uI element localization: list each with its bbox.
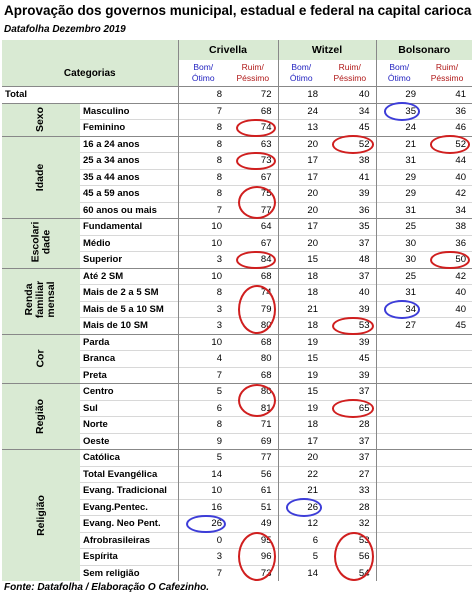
value-ruim-pessimo: [422, 565, 472, 581]
value-bom-otimo: [376, 516, 422, 533]
value-bom-otimo: 26: [278, 499, 324, 516]
value-ruim-pessimo: 80: [228, 318, 278, 335]
value-bom-otimo: [376, 351, 422, 368]
value-ruim-pessimo: 28: [324, 417, 376, 434]
value-bom-otimo: 5: [278, 549, 324, 566]
row-label-35-a-44-anos: 35 a 44 anos: [80, 169, 178, 186]
value-bom-otimo: [376, 400, 422, 417]
value-bom-otimo: [376, 466, 422, 483]
value-ruim-pessimo: 96: [228, 549, 278, 566]
value-bom-otimo: 3: [178, 549, 228, 566]
value-ruim-pessimo: [422, 483, 472, 500]
value-ruim-pessimo: 37: [324, 235, 376, 252]
row-label-branca: Branca: [80, 351, 178, 368]
group-idade: Idade: [2, 136, 80, 219]
value-ruim-pessimo: 68: [228, 367, 278, 384]
table-row: [2, 268, 472, 285]
value-ruim-pessimo: 80: [228, 351, 278, 368]
source-footer: Fonte: Datafolha / Elaboração O Cafezinho.: [4, 582, 210, 593]
group-cor: Cor: [2, 334, 80, 384]
value-ruim-pessimo: 27: [324, 466, 376, 483]
value-bom-otimo: 21: [376, 136, 422, 153]
header-ruim-pessimo: Ruim/ Péssimo: [236, 62, 270, 83]
approval-table: [2, 40, 472, 581]
value-bom-otimo: 10: [178, 334, 228, 351]
value-bom-otimo: 5: [178, 384, 228, 401]
value-ruim-pessimo: 54: [324, 565, 376, 581]
value-bom-otimo: 29: [376, 186, 422, 203]
row-label-preta: Preta: [80, 367, 178, 384]
table-row: [2, 103, 472, 120]
value-bom-otimo: [376, 334, 422, 351]
value-bom-otimo: 8: [178, 153, 228, 170]
value-bom-otimo: 20: [278, 202, 324, 219]
value-bom-otimo: 17: [278, 169, 324, 186]
row-label-superior: Superior: [80, 252, 178, 269]
value-bom-otimo: 7: [178, 202, 228, 219]
value-ruim-pessimo: 65: [324, 400, 376, 417]
value-bom-otimo: 8: [178, 169, 228, 186]
value-bom-otimo: 16: [178, 499, 228, 516]
value-bom-otimo: 15: [278, 384, 324, 401]
value-ruim-pessimo: 28: [324, 499, 376, 516]
value-ruim-pessimo: [422, 549, 472, 566]
value-bom-otimo: 27: [376, 318, 422, 335]
value-bom-otimo: 14: [278, 565, 324, 581]
value-ruim-pessimo: 81: [228, 400, 278, 417]
table-row: [2, 87, 472, 104]
value-bom-otimo: 20: [278, 136, 324, 153]
value-bom-otimo: 5: [178, 450, 228, 467]
value-ruim-pessimo: 51: [228, 499, 278, 516]
value-bom-otimo: 8: [178, 87, 228, 104]
value-bom-otimo: 20: [278, 450, 324, 467]
value-ruim-pessimo: 49: [228, 516, 278, 533]
value-ruim-pessimo: [422, 384, 472, 401]
header-categorias: Categorias: [2, 60, 178, 87]
header-ruim-pessimo: Ruim/ Péssimo: [430, 62, 464, 83]
value-bom-otimo: 8: [178, 186, 228, 203]
value-ruim-pessimo: 74: [228, 285, 278, 302]
value-ruim-pessimo: 45: [324, 120, 376, 137]
row-label-total-evangelica: Total Evangélica: [80, 466, 178, 483]
header-bom-otimo: Bom/ Ótimo: [178, 60, 228, 87]
value-ruim-pessimo: 40: [422, 285, 472, 302]
row-label-masculino: Masculino: [80, 103, 178, 120]
value-ruim-pessimo: 38: [324, 153, 376, 170]
value-bom-otimo: 31: [376, 285, 422, 302]
value-ruim-pessimo: [422, 367, 472, 384]
value-bom-otimo: 7: [178, 103, 228, 120]
value-ruim-pessimo: 73: [228, 565, 278, 581]
value-bom-otimo: [376, 565, 422, 581]
value-ruim-pessimo: 52: [422, 136, 472, 153]
value-ruim-pessimo: 34: [422, 202, 472, 219]
row-label-feminino: Feminino: [80, 120, 178, 137]
group-regiao: Região: [2, 384, 80, 450]
row-label-evang-pentec: Evang.Pentec.: [80, 499, 178, 516]
value-bom-otimo: 17: [278, 433, 324, 450]
value-ruim-pessimo: 46: [422, 120, 472, 137]
value-bom-otimo: 18: [278, 417, 324, 434]
value-bom-otimo: 3: [178, 301, 228, 318]
value-ruim-pessimo: 37: [324, 268, 376, 285]
value-bom-otimo: [376, 499, 422, 516]
row-label-25-a-34-anos: 25 a 34 anos: [80, 153, 178, 170]
value-bom-otimo: 29: [376, 169, 422, 186]
value-ruim-pessimo: 64: [228, 219, 278, 236]
value-ruim-pessimo: 37: [324, 433, 376, 450]
value-ruim-pessimo: 37: [324, 450, 376, 467]
value-ruim-pessimo: 39: [324, 301, 376, 318]
table-row: [2, 136, 472, 153]
value-ruim-pessimo: 75: [228, 186, 278, 203]
group-renda-familiar-mensal: Renda familiar mensal: [2, 268, 80, 334]
row-label-16-a-24-anos: 16 a 24 anos: [80, 136, 178, 153]
row-label-fundamental: Fundamental: [80, 219, 178, 236]
value-ruim-pessimo: 48: [324, 252, 376, 269]
row-label-afrobrasileiras: Afrobrasileiras: [80, 532, 178, 549]
value-bom-otimo: 22: [278, 466, 324, 483]
value-bom-otimo: 20: [278, 186, 324, 203]
value-ruim-pessimo: [422, 400, 472, 417]
row-label-60-anos-ou-mais: 60 anos ou mais: [80, 202, 178, 219]
header-bolsonaro: Bolsonaro: [376, 40, 472, 60]
value-bom-otimo: 8: [178, 285, 228, 302]
value-ruim-pessimo: 73: [228, 153, 278, 170]
value-ruim-pessimo: [422, 334, 472, 351]
row-label-mais-de-5-a-10-sm: Mais de 5 a 10 SM: [80, 301, 178, 318]
value-ruim-pessimo: 79: [228, 301, 278, 318]
row-label-espirita: Espírita: [80, 549, 178, 566]
value-ruim-pessimo: 33: [324, 483, 376, 500]
value-ruim-pessimo: 45: [324, 351, 376, 368]
value-bom-otimo: 9: [178, 433, 228, 450]
value-ruim-pessimo: [422, 450, 472, 467]
row-label-evang-neo-pent: Evang. Neo Pent.: [80, 516, 178, 533]
value-ruim-pessimo: [422, 351, 472, 368]
row-label-norte: Norte: [80, 417, 178, 434]
value-ruim-pessimo: 74: [228, 120, 278, 137]
value-bom-otimo: 26: [178, 516, 228, 533]
value-bom-otimo: 31: [376, 202, 422, 219]
value-bom-otimo: 10: [178, 268, 228, 285]
value-bom-otimo: 14: [178, 466, 228, 483]
value-bom-otimo: 29: [376, 87, 422, 104]
value-bom-otimo: 21: [278, 301, 324, 318]
value-ruim-pessimo: 41: [324, 169, 376, 186]
value-bom-otimo: 10: [178, 483, 228, 500]
value-ruim-pessimo: 80: [228, 384, 278, 401]
row-label-oeste: Oeste: [80, 433, 178, 450]
value-ruim-pessimo: 69: [228, 433, 278, 450]
value-ruim-pessimo: 95: [228, 532, 278, 549]
value-bom-otimo: [376, 450, 422, 467]
value-ruim-pessimo: 37: [324, 384, 376, 401]
table-row: [2, 384, 472, 401]
value-ruim-pessimo: 40: [324, 87, 376, 104]
value-bom-otimo: 7: [178, 367, 228, 384]
value-bom-otimo: 24: [278, 103, 324, 120]
value-bom-otimo: 25: [376, 268, 422, 285]
value-ruim-pessimo: 36: [422, 103, 472, 120]
row-label-medio: Médio: [80, 235, 178, 252]
header-ruim-pessimo: Ruim/ Péssimo: [333, 62, 367, 83]
value-bom-otimo: [376, 367, 422, 384]
value-bom-otimo: 7: [178, 565, 228, 581]
row-label-sul: Sul: [80, 400, 178, 417]
value-bom-otimo: 6: [178, 400, 228, 417]
value-bom-otimo: 19: [278, 334, 324, 351]
value-bom-otimo: 17: [278, 153, 324, 170]
value-ruim-pessimo: 39: [324, 186, 376, 203]
value-ruim-pessimo: 56: [228, 466, 278, 483]
value-ruim-pessimo: 56: [324, 549, 376, 566]
header-crivella: Crivella: [178, 40, 278, 60]
row-label-total: Total: [2, 87, 178, 104]
value-ruim-pessimo: 53: [324, 318, 376, 335]
value-ruim-pessimo: [422, 433, 472, 450]
value-ruim-pessimo: 68: [228, 103, 278, 120]
value-ruim-pessimo: 39: [324, 334, 376, 351]
group-religiao: Religião: [2, 450, 80, 582]
value-ruim-pessimo: 42: [422, 268, 472, 285]
table-row: [2, 334, 472, 351]
value-bom-otimo: 20: [278, 235, 324, 252]
value-bom-otimo: [376, 483, 422, 500]
header-blank: [2, 40, 178, 60]
value-ruim-pessimo: 77: [228, 450, 278, 467]
table-row: [2, 450, 472, 467]
value-bom-otimo: 18: [278, 268, 324, 285]
value-bom-otimo: 35: [376, 103, 422, 120]
value-bom-otimo: 15: [278, 351, 324, 368]
value-bom-otimo: 3: [178, 318, 228, 335]
header-bom-otimo: Bom/ Ótimo: [278, 60, 324, 87]
value-ruim-pessimo: 63: [228, 136, 278, 153]
value-ruim-pessimo: 71: [228, 417, 278, 434]
value-ruim-pessimo: 72: [228, 87, 278, 104]
value-ruim-pessimo: 68: [228, 334, 278, 351]
value-bom-otimo: 13: [278, 120, 324, 137]
value-ruim-pessimo: 53: [324, 532, 376, 549]
row-label-sem-religiao: Sem religião: [80, 565, 178, 581]
value-ruim-pessimo: 44: [422, 153, 472, 170]
value-ruim-pessimo: 50: [422, 252, 472, 269]
header-witzel: Witzel: [278, 40, 376, 60]
value-ruim-pessimo: 34: [324, 103, 376, 120]
value-ruim-pessimo: [422, 417, 472, 434]
value-ruim-pessimo: 36: [422, 235, 472, 252]
value-bom-otimo: 17: [278, 219, 324, 236]
value-bom-otimo: 21: [278, 483, 324, 500]
value-ruim-pessimo: 77: [228, 202, 278, 219]
value-ruim-pessimo: 35: [324, 219, 376, 236]
value-bom-otimo: [376, 384, 422, 401]
value-bom-otimo: 0: [178, 532, 228, 549]
value-bom-otimo: 8: [178, 417, 228, 434]
group-sexo: Sexo: [2, 103, 80, 136]
value-bom-otimo: 18: [278, 318, 324, 335]
value-ruim-pessimo: 41: [422, 87, 472, 104]
value-ruim-pessimo: 52: [324, 136, 376, 153]
value-bom-otimo: 24: [376, 120, 422, 137]
value-bom-otimo: 3: [178, 252, 228, 269]
value-bom-otimo: 4: [178, 351, 228, 368]
chart-title: Aprovação dos governos municipal, estadual e federal na capital carioca: [4, 3, 472, 18]
value-ruim-pessimo: [422, 532, 472, 549]
value-bom-otimo: 34: [376, 301, 422, 318]
row-label-parda: Parda: [80, 334, 178, 351]
value-bom-otimo: [376, 433, 422, 450]
value-bom-otimo: 31: [376, 153, 422, 170]
value-ruim-pessimo: 40: [422, 301, 472, 318]
value-ruim-pessimo: 68: [228, 268, 278, 285]
value-ruim-pessimo: [422, 516, 472, 533]
value-ruim-pessimo: 84: [228, 252, 278, 269]
row-label-catolica: Católica: [80, 450, 178, 467]
value-ruim-pessimo: 40: [324, 285, 376, 302]
value-bom-otimo: 10: [178, 235, 228, 252]
row-label-centro: Centro: [80, 384, 178, 401]
value-bom-otimo: [376, 417, 422, 434]
value-ruim-pessimo: 32: [324, 516, 376, 533]
value-bom-otimo: 6: [278, 532, 324, 549]
value-ruim-pessimo: 38: [422, 219, 472, 236]
value-bom-otimo: 30: [376, 252, 422, 269]
row-label-mais-de-10-sm: Mais de 10 SM: [80, 318, 178, 335]
subtitle: Datafolha Dezembro 2019: [4, 24, 126, 35]
value-bom-otimo: [376, 532, 422, 549]
value-bom-otimo: 18: [278, 87, 324, 104]
value-ruim-pessimo: 67: [228, 235, 278, 252]
value-ruim-pessimo: [422, 499, 472, 516]
table-row: [2, 219, 472, 236]
group-escolari-dade: Escolari dade: [2, 219, 80, 269]
value-bom-otimo: 19: [278, 400, 324, 417]
value-ruim-pessimo: 39: [324, 367, 376, 384]
value-ruim-pessimo: 42: [422, 186, 472, 203]
row-label-45-a-59-anos: 45 a 59 anos: [80, 186, 178, 203]
value-bom-otimo: 10: [178, 219, 228, 236]
value-ruim-pessimo: 40: [422, 169, 472, 186]
value-ruim-pessimo: 36: [324, 202, 376, 219]
value-bom-otimo: 12: [278, 516, 324, 533]
value-ruim-pessimo: 61: [228, 483, 278, 500]
row-label-evang-tradicional: Evang. Tradicional: [80, 483, 178, 500]
value-bom-otimo: 8: [178, 136, 228, 153]
row-label-mais-de-2-a-5-sm: Mais de 2 a 5 SM: [80, 285, 178, 302]
value-ruim-pessimo: 67: [228, 169, 278, 186]
value-bom-otimo: 30: [376, 235, 422, 252]
header-bom-otimo: Bom/ Ótimo: [376, 60, 422, 87]
row-label-ate-2-sm: Até 2 SM: [80, 268, 178, 285]
value-bom-otimo: 18: [278, 285, 324, 302]
value-bom-otimo: 8: [178, 120, 228, 137]
value-bom-otimo: [376, 549, 422, 566]
value-bom-otimo: 25: [376, 219, 422, 236]
value-bom-otimo: 19: [278, 367, 324, 384]
value-bom-otimo: 15: [278, 252, 324, 269]
value-ruim-pessimo: [422, 466, 472, 483]
value-ruim-pessimo: 45: [422, 318, 472, 335]
